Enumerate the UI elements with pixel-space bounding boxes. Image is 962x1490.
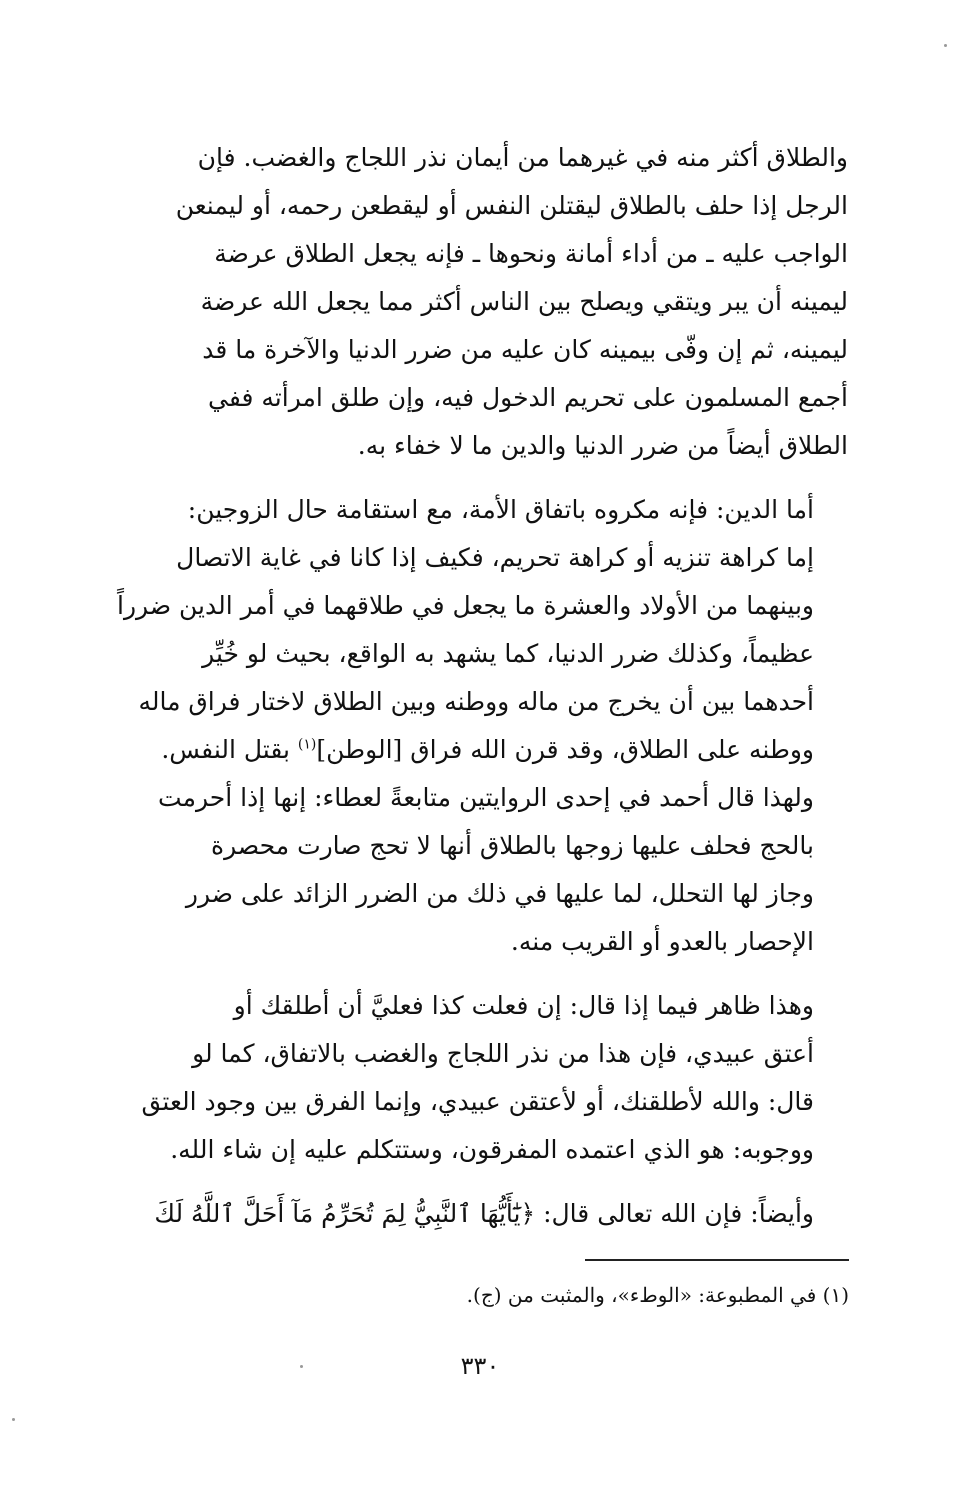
text-line: وجاز لها التحلل، لما عليها في ذلك من الضرر الزائد على ضرر xyxy=(185,879,814,908)
text-line: أعتق عبيدي، فإن هذا من نذر اللجاج والغضب بالاتفاق، كما لو xyxy=(192,1039,814,1068)
text-line: أجمع المسلمون على تحريم الدخول فيه، وإن طلق امرأته ففي xyxy=(208,383,848,412)
text-line: إما كراهة تنزيه أو كراهة تحريم، فكيف إذا كانا في غاية الاتصال xyxy=(176,543,814,572)
text-line: قال: والله لأطلقنك، أو لأعتقن عبيدي، وإنما الفرق بين وجود العتق xyxy=(141,1087,814,1116)
text-line: بالحج فحلف عليها زوجها بالطلاق أنها لا تحج صارت محصرة xyxy=(211,831,814,860)
text-line: الإحصار بالعدو أو القريب منه. xyxy=(510,927,814,956)
text-line: الواجب عليه ـ من أداء أمانة ونحوها ـ فإنه يجعل الطلاق عرضة xyxy=(214,239,848,268)
text-line: ليمينه أن يبر ويتقي ويصلح بين الناس أكثر مما يجعل الله عرضة xyxy=(200,287,848,316)
text-line: وهذا ظاهر فيما إذا قال: إن فعلت كذا فعليَّ أن أطلقك أو xyxy=(233,991,814,1020)
page-number: ٣٣٠ xyxy=(460,1352,500,1380)
footnote-divider xyxy=(585,1259,849,1261)
main-text xyxy=(100,134,848,1238)
text-segment: بقتل النفس. xyxy=(161,735,298,764)
text-line: الرجل إذا حلف بالطلاق ليقتلن النفس أو ليقطعن رحمه، أو ليمنعن xyxy=(175,191,848,220)
text-line: عظيماً، وكذلك ضرر الدنيا، كما يشهد به الواقع، بحيث لو خُيِّر xyxy=(202,639,814,668)
text-line: الطلاق أيضاً من ضرر الدنيا والدين ما لا خفاء به. xyxy=(357,431,848,460)
paragraph-2 xyxy=(100,486,848,966)
text-line: أما الدين: فإنه مكروه باتفاق الأمة، مع استقامة حال الزوجين: xyxy=(187,495,814,524)
footnote-reference: (١) xyxy=(297,736,317,753)
scan-speck xyxy=(300,1365,303,1368)
text-line: والطلاق أكثر منه في غيرهما من أيمان نذر اللجاج والغضب. فإن xyxy=(197,143,848,172)
paragraph-1 xyxy=(100,134,848,470)
text-line: ووجوبه: هو الذي اعتمده المفرقون، وستتكلم عليه إن شاء الله. xyxy=(170,1135,814,1164)
text-line-with-footnote xyxy=(100,726,848,774)
paragraph-3 xyxy=(100,982,848,1174)
footnote: (١) في المطبوعة: «الوطء»، والمثبت من (ج). xyxy=(466,1283,849,1307)
text-line: ولهذا قال أحمد في إحدى الروايتين متابعةً لعطاء: إنها إذا أحرمت xyxy=(158,783,814,812)
paragraph-4 xyxy=(100,1190,848,1238)
text-line: وبينهما من الأولاد والعشرة ما يجعل في طلاقهما في أمر الدين ضرراً xyxy=(117,591,814,620)
scan-speck xyxy=(944,44,947,47)
text-line: وأيضاً: فإن الله تعالى قال: ﴿يَٰٓأَيُّهَا ٱلنَّبِيُّ لِمَ تُحَرِّمُ مَآ أَحَلَّ ٱللَّهُ لَكَ xyxy=(154,1199,814,1228)
text-line: أحدهما بين أن يخرج من ماله ووطنه وبين الطلاق لاختار فراق ماله xyxy=(138,687,814,716)
text-segment: ووطنه على الطلاق، وقد قرن الله فراق [الوطن] xyxy=(316,735,814,764)
scan-speck xyxy=(12,1418,15,1421)
text-line: ليمينه، ثم إن وفّى بيمينه كان عليه من ضرر الدنيا والآخرة ما قد xyxy=(202,335,848,364)
